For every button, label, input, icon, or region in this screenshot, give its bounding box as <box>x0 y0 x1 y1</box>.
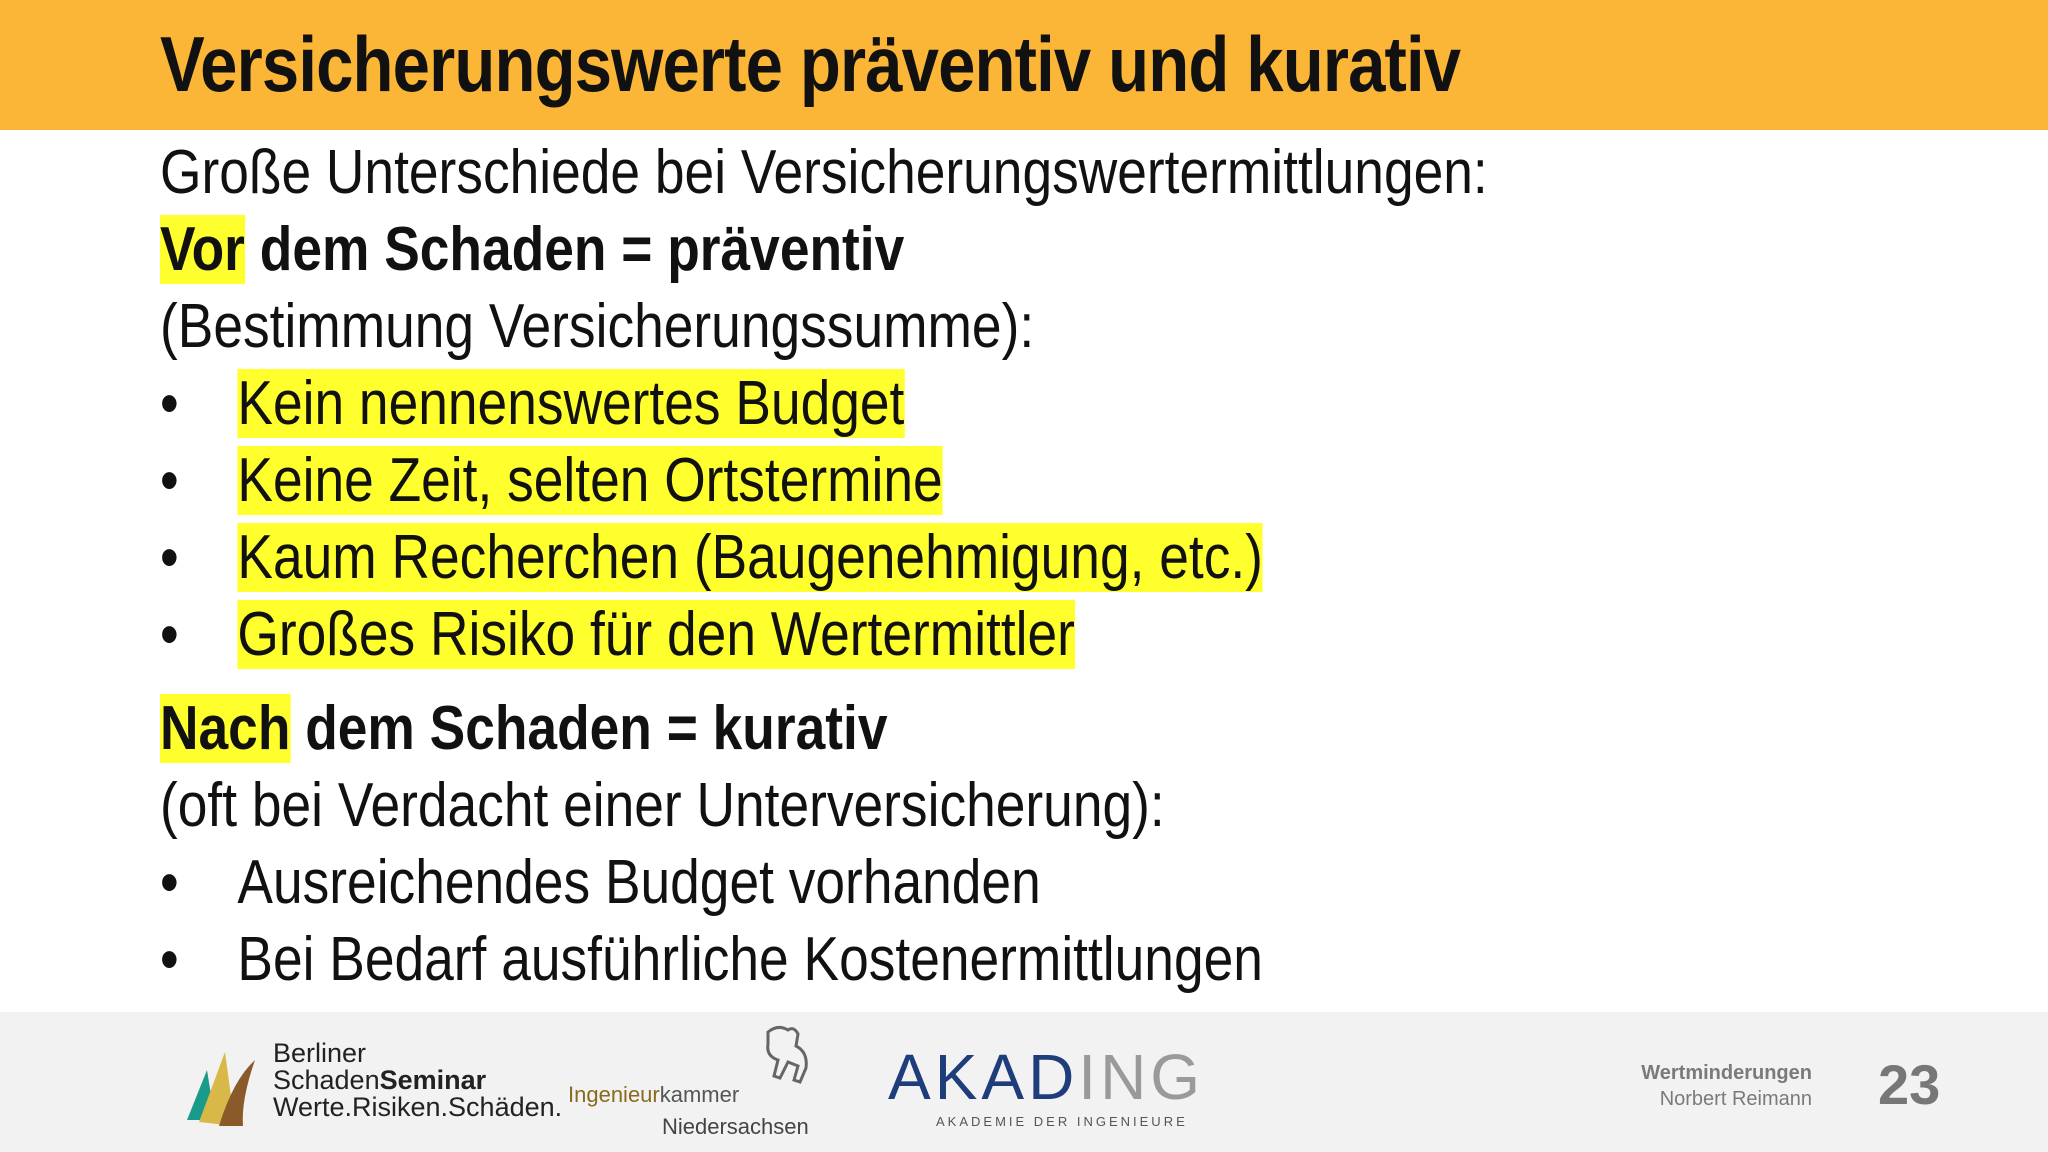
list-item <box>160 596 1708 673</box>
leaf-logo-icon <box>185 1040 265 1130</box>
speaker-info <box>1641 1060 1812 1112</box>
ik-line1-b: kammer <box>659 1082 740 1107</box>
section2-heading <box>160 690 1708 767</box>
bss-line1: Berliner <box>273 1038 367 1068</box>
bss-line3: Werte.Risiken.Schäden. <box>273 1092 563 1122</box>
section1-subtitle: (Bestimmung Versicherungssumme): <box>160 292 1035 361</box>
list-item <box>160 844 1708 921</box>
ik-line1 <box>568 1082 739 1108</box>
bullet-text: Ausreichendes Budget vorhanden <box>237 848 1041 917</box>
slide-content <box>160 134 1708 998</box>
akading-logo <box>888 1040 1228 1136</box>
speaker-name: Norbert Reimann <box>1659 1088 1812 1110</box>
akad-main <box>888 1040 1204 1114</box>
section2-bullet-list <box>160 844 1708 998</box>
section2-heading-rest: dem Schaden = kurativ <box>290 694 888 763</box>
bullet-text: Keine Zeit, selten Ortstermine <box>237 446 943 515</box>
list-item <box>160 442 1708 519</box>
footer <box>0 1012 2048 1152</box>
bullet-text: Kein nennenswertes Budget <box>237 369 905 438</box>
bullet-icon: • <box>160 600 179 669</box>
berliner-schadenseminar-logo <box>185 1038 563 1130</box>
bullet-text: Bei Bedarf ausführliche Kostenermittlungen <box>237 925 1263 994</box>
section1-heading-rest: dem Schaden = präventiv <box>244 215 905 284</box>
bullet-text: Großes Risiko für den Wertermittler <box>237 600 1075 669</box>
list-item <box>160 921 1708 998</box>
slide-title: Versicherungswerte präventiv und kurativ <box>160 20 1461 108</box>
bss-line2-b: Seminar <box>379 1065 487 1095</box>
list-item <box>160 365 1708 442</box>
akad-main-a: AKAD <box>888 1041 1079 1113</box>
bullet-icon: • <box>160 848 179 917</box>
ik-line2: Niedersachsen <box>662 1114 809 1139</box>
intro-text: Große Unterschiede bei Versicherungswertermittlungen: <box>160 138 1488 207</box>
bullet-icon: • <box>160 523 179 592</box>
ik-line1-a: Ingenieur <box>568 1082 660 1107</box>
section1-bullet-list <box>160 365 1708 673</box>
bullet-text: Kaum Recherchen (Baugenehmigung, etc.) <box>237 523 1263 592</box>
section1-highlight: Vor <box>160 215 245 284</box>
bss-text-block <box>273 1040 562 1121</box>
bss-line2-a: Schaden <box>273 1065 380 1095</box>
ingenieurkammer-logo <box>568 1034 828 1139</box>
list-item <box>160 519 1708 596</box>
title-bar <box>0 0 2048 130</box>
page-number: 23 <box>1878 1053 1941 1116</box>
horse-icon <box>748 1022 818 1092</box>
section2-highlight: Nach <box>160 694 291 763</box>
bullet-icon: • <box>160 369 179 438</box>
section2-subtitle: (oft bei Verdacht einer Unterversicherung): <box>160 771 1165 840</box>
topic-label: Wertminderungen <box>1641 1062 1812 1084</box>
bullet-icon: • <box>160 446 179 515</box>
akad-subtitle: AKADEMIE DER INGENIEURE <box>936 1114 1188 1129</box>
akad-main-b: ING <box>1078 1041 1205 1113</box>
section1-heading <box>160 211 1708 288</box>
bullet-icon: • <box>160 925 179 994</box>
bss-line2 <box>273 1067 562 1094</box>
